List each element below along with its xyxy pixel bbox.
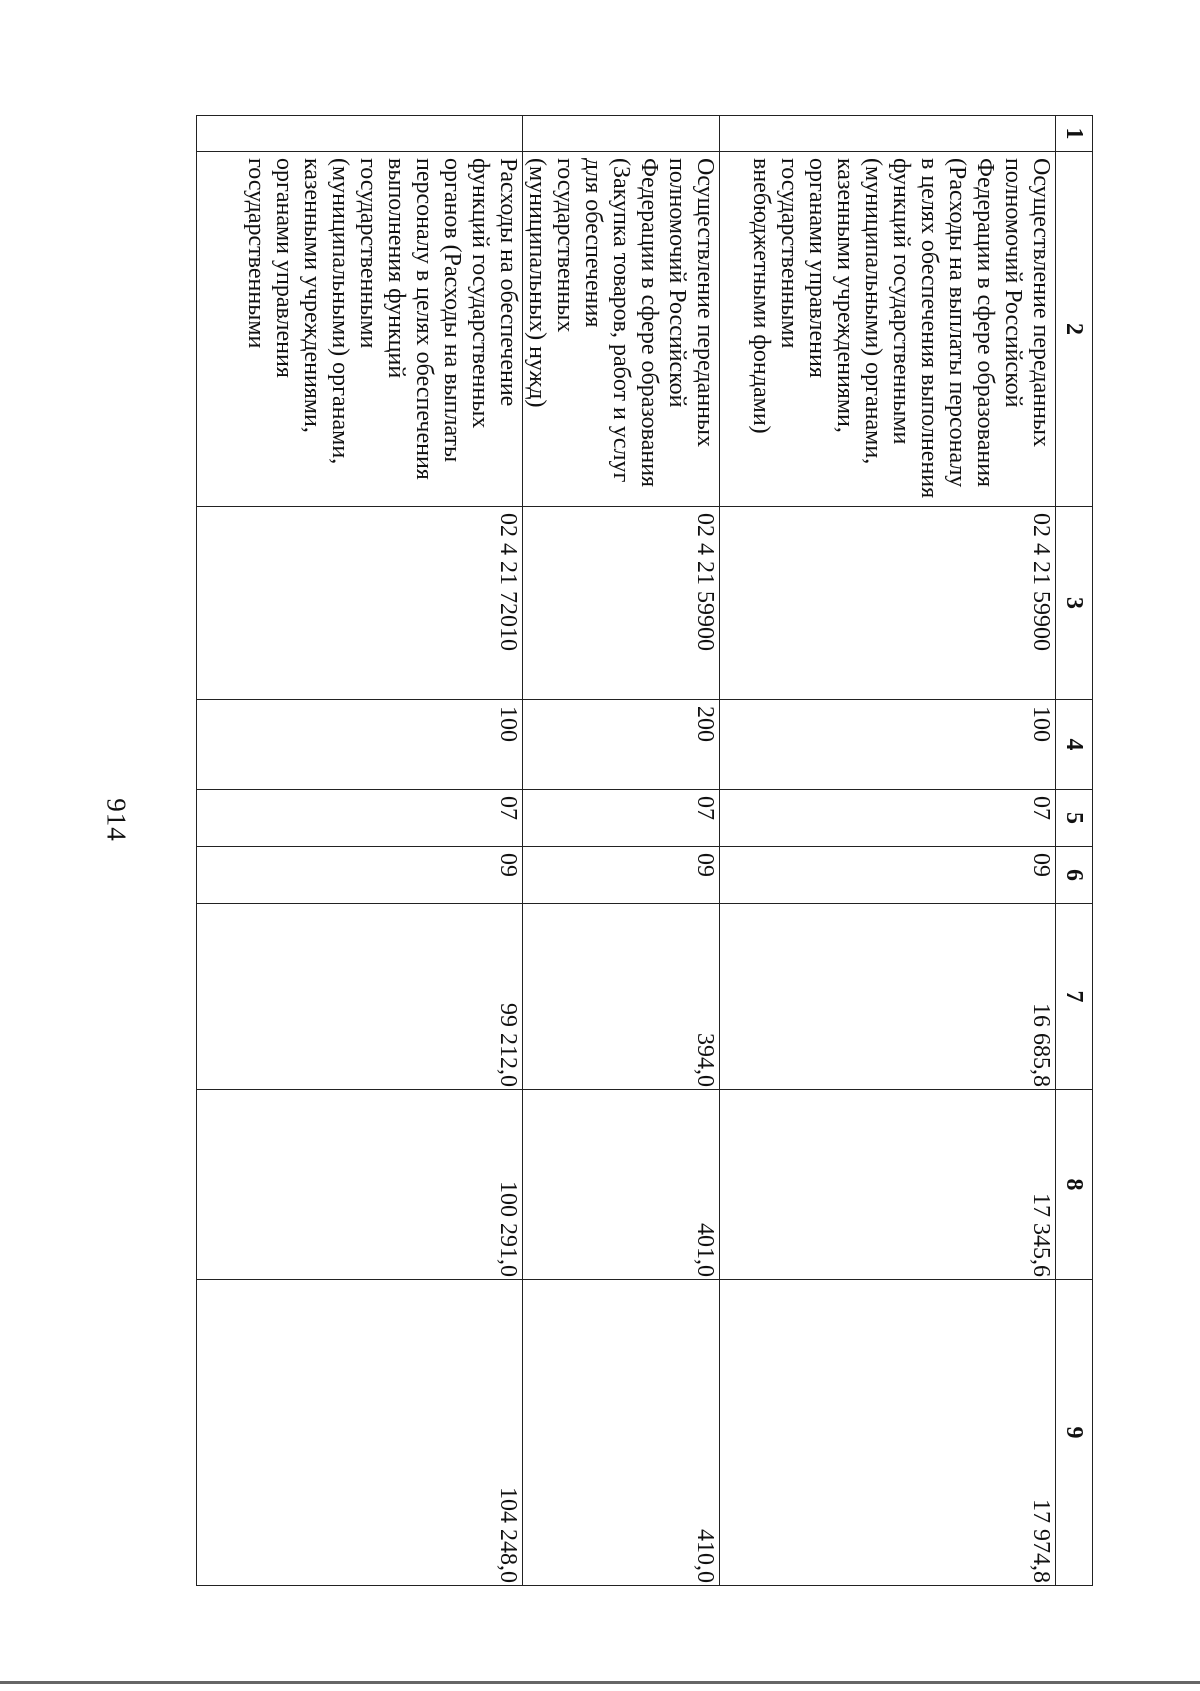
amount-col7-cell: 394,0	[523, 904, 720, 1090]
table-row	[523, 116, 720, 1586]
section-cell: 07	[720, 790, 1056, 847]
description-cell: Осуществление переданных полномочий Российской Федерации в сфере образования (Расходы на выплаты персоналу в целях обеспечения выполнения функций государственными (муниципальными) органами, казенными учреждениями, органами управления государственными внебюджетными фондами)	[720, 152, 1056, 507]
row-number-cell	[197, 116, 523, 152]
description-cell: Расходы на обеспечение функций государственных органов (Расходы на выплаты персоналу в целях обеспечения выполнения функций государственными (муниципальными) органами, казенными учреждениями, органами управления государственными	[197, 152, 523, 507]
col-header-1: 1	[1056, 116, 1093, 152]
table-row	[720, 116, 1056, 1586]
description-cell: Осуществление переданных полномочий Российской Федерации в сфере образования (Закупка товаров, работ и услуг для обеспечения государственных (муниципальных) нужд)	[523, 152, 720, 507]
table-row	[197, 116, 523, 1586]
subsection-cell: 09	[720, 847, 1056, 904]
amount-col8-cell: 100 291,0	[197, 1090, 523, 1280]
amount-col8-cell: 17 345,6	[720, 1090, 1056, 1280]
amount-col9-cell: 410,0	[523, 1280, 720, 1586]
section-cell: 07	[523, 790, 720, 847]
rotated-table-container	[196, 115, 1093, 1585]
expense-type-cell: 100	[197, 700, 523, 790]
amount-col9-cell: 17 974,8	[720, 1280, 1056, 1586]
budget-table-frame	[196, 115, 1093, 1585]
header-row	[1056, 116, 1093, 1586]
expense-type-cell: 200	[523, 700, 720, 790]
amount-col7-cell: 99 212,0	[197, 904, 523, 1090]
col-header-3: 3	[1056, 507, 1093, 700]
col-header-8: 8	[1056, 1090, 1093, 1280]
target-article-cell: 02 4 21 59900	[523, 507, 720, 700]
subsection-cell: 09	[197, 847, 523, 904]
target-article-cell: 02 4 21 72010	[197, 507, 523, 700]
amount-col8-cell: 401,0	[523, 1090, 720, 1280]
expense-type-cell: 100	[720, 700, 1056, 790]
page-number: 914	[101, 798, 132, 842]
amount-col7-cell: 16 685,8	[720, 904, 1056, 1090]
col-header-9: 9	[1056, 1280, 1093, 1586]
scan-edge-line	[0, 1681, 1200, 1684]
col-header-6: 6	[1056, 847, 1093, 904]
col-header-2: 2	[1056, 152, 1093, 507]
target-article-cell: 02 4 21 59900	[720, 507, 1056, 700]
subsection-cell: 09	[523, 847, 720, 904]
col-header-7: 7	[1056, 904, 1093, 1090]
row-number-cell	[523, 116, 720, 152]
col-header-4: 4	[1056, 700, 1093, 790]
section-cell: 07	[197, 790, 523, 847]
col-header-5: 5	[1056, 790, 1093, 847]
amount-col9-cell: 104 248,0	[197, 1280, 523, 1586]
row-number-cell	[720, 116, 1056, 152]
budget-table	[196, 115, 1093, 1586]
